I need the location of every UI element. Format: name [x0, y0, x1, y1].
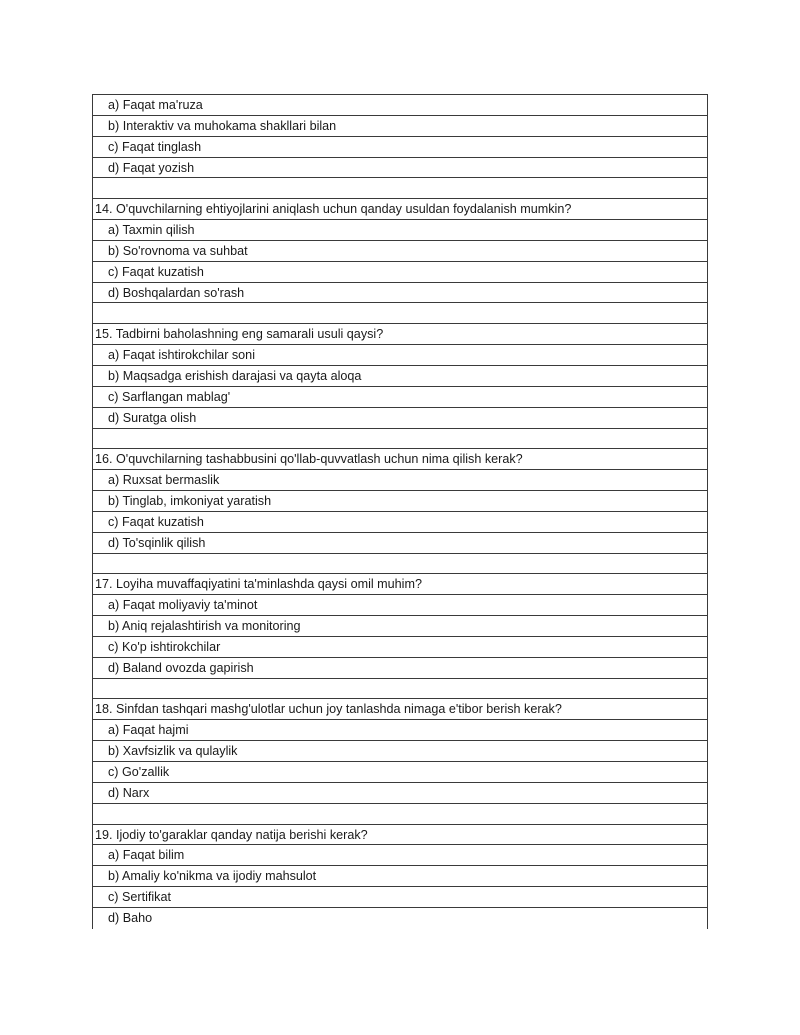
- option-row: b) Maqsadga erishish darajasi va qayta aloqa: [93, 366, 707, 387]
- question-15: 15. Tadbirni baholashning eng samarali usuli qaysi?: [93, 324, 707, 345]
- spacer-row: [93, 303, 707, 324]
- spacer-row: [93, 804, 707, 825]
- option-row: d) Suratga olish: [93, 408, 707, 429]
- option-row: b) So'rovnoma va suhbat: [93, 241, 707, 262]
- option-row: d) Baho: [108, 910, 153, 925]
- question-16: 16. O'quvchilarning tashabbusini qo'llab-quvvatlash uchun nima qilish kerak?: [93, 449, 707, 470]
- option-row: c) Faqat kuzatish: [93, 512, 707, 533]
- option-row: a) Faqat ma'ruza: [93, 95, 707, 116]
- option-row: b) Aniq rejalashtirish va monitoring: [93, 616, 707, 637]
- option-row: d) Baland ovozda gapirish: [93, 658, 707, 679]
- spacer-row: [93, 679, 707, 700]
- option-row: c) Sertifikat: [93, 887, 707, 908]
- spacer-row: [93, 429, 707, 450]
- option-row: d) To'sqinlik qilish: [93, 533, 707, 554]
- option-row: a) Faqat hajmi: [93, 720, 707, 741]
- option-row: b) Amaliy ko'nikma va ijodiy mahsulot: [93, 866, 707, 887]
- option-row: a) Faqat moliyaviy ta'minot: [93, 595, 707, 616]
- question-19: 19. Ijodiy to'garaklar qanday natija berishi kerak?: [93, 825, 707, 846]
- option-row: a) Faqat ishtirokchilar soni: [93, 345, 707, 366]
- option-row: b) Tinglab, imkoniyat yaratish: [93, 491, 707, 512]
- option-row: d) Boshqalardan so'rash: [93, 283, 707, 304]
- option-row: b) Interaktiv va muhokama shakllari bilan: [93, 116, 707, 137]
- option-row: a) Taxmin qilish: [93, 220, 707, 241]
- option-row: d) Faqat yozish: [93, 158, 707, 179]
- spacer-row: [93, 554, 707, 575]
- option-row: b) Xavfsizlik va qulaylik: [93, 741, 707, 762]
- option-row: a) Faqat bilim: [93, 845, 707, 866]
- question-18: 18. Sinfdan tashqari mashg'ulotlar uchun joy tanlashda nimaga e'tibor berish kerak?: [93, 699, 707, 720]
- option-row: c) Ko'p ishtirokchilar: [93, 637, 707, 658]
- option-row: a) Ruxsat bermaslik: [93, 470, 707, 491]
- spacer-row: [93, 178, 707, 199]
- quiz-table: [92, 94, 708, 929]
- option-row: c) Sarflangan mablag': [93, 387, 707, 408]
- option-row: d) Narx: [93, 783, 707, 804]
- option-row: c) Go'zallik: [93, 762, 707, 783]
- option-row: c) Faqat kuzatish: [93, 262, 707, 283]
- question-17: 17. Loyiha muvaffaqiyatini ta'minlashda qaysi omil muhim?: [93, 574, 707, 595]
- question-14: 14. O'quvchilarning ehtiyojlarini aniqlash uchun qanday usuldan foydalanish mumkin?: [93, 199, 707, 220]
- option-row: c) Faqat tinglash: [93, 137, 707, 158]
